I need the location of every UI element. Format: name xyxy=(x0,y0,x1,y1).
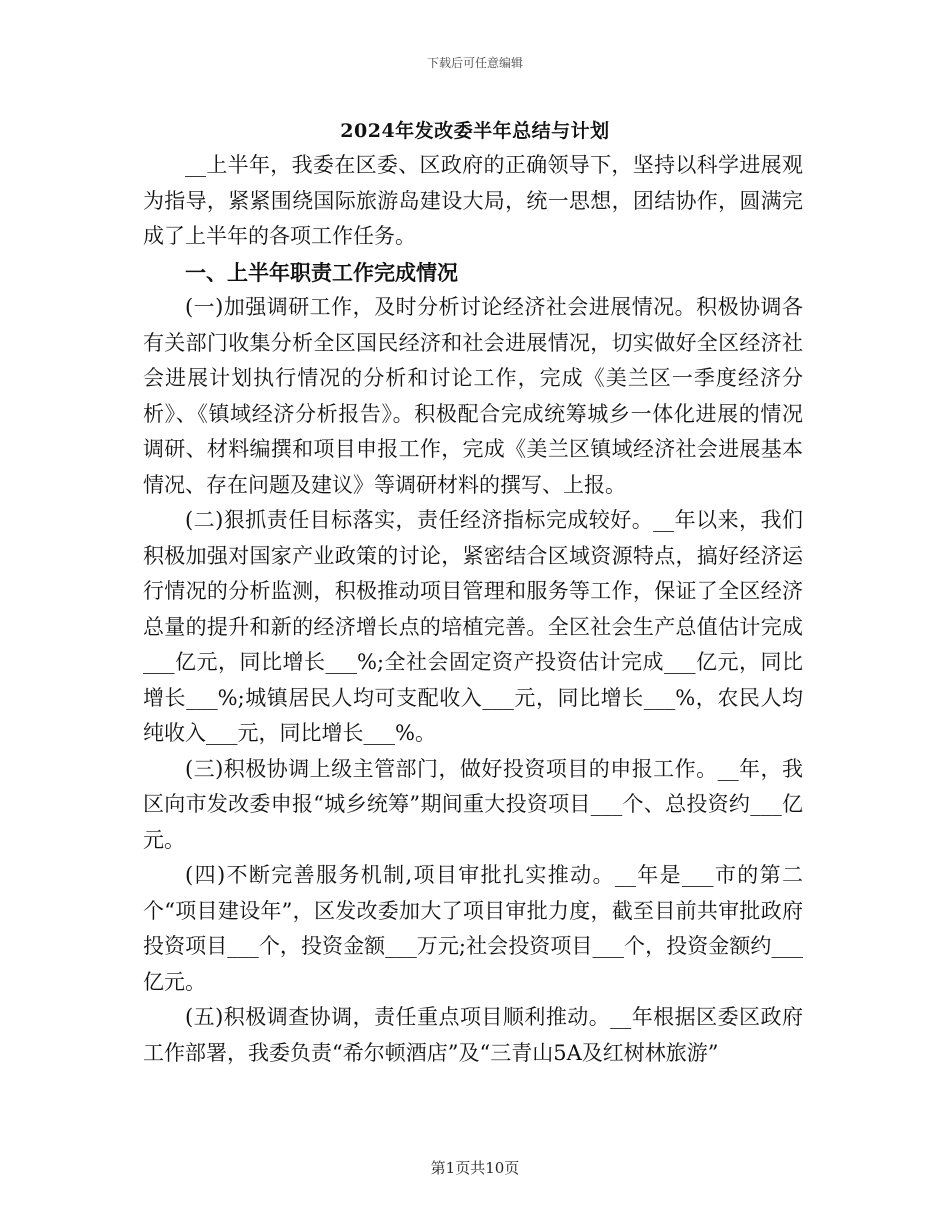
section-heading: 一、上半年职责工作完成情况 xyxy=(185,259,458,285)
page-number-footer: 第1页共10页 xyxy=(430,1159,520,1177)
paragraph-item-2: (二)狠抓责任目标落实，责任经济指标完成较好。__年以来，我们积极加强对国家产业政策的讨论，紧密结合区域资源特点，搞好经济运行情况的分析监测，积极推动项目管理和服务等工作，保证了全区经济总量的提升和新的经济增长点的培植完善。全区社会生产总值估计完成___亿元，同比增长___%;全社会固定资产投资估计完成___亿元，同比增长___%;城镇居民人均可支配收入___元，同比增长___%，农民人均纯收入___元，同比增长___%。 xyxy=(143,508,803,745)
page-header-note: 下载后可任意编辑 xyxy=(426,56,523,70)
paragraph-item-3: (三)积极协调上级主管部门，做好投资项目的申报工作。__年，我区向市发改委申报“城乡统筹”期间重大投资项目___个、总投资约___亿元。 xyxy=(143,756,803,852)
document-title: 2024年发改委半年总结与计划 xyxy=(340,120,610,142)
paragraph-item-1: (一)加强调研工作，及时分析讨论经济社会进展情况。积极协调各有关部门收集分析全区国民经济和社会进展情况，切实做好全区经济社会进展计划执行情况的分析和讨论工作，完成《美兰区一季度经济分析》、《镇域经济分析报告》。积极配合完成统筹城乡一体化进展的情况调研、材料编撰和项目申报工作，完成《美兰区镇域经济社会进展基本情况、存在问题及建议》等调研材料的撰写、上报。 xyxy=(143,295,803,497)
paragraph-item-4: (四)不断完善服务机制,项目审批扎实推动。__年是___市的第二个“项目建设年”，区发改委加大了项目审批力度，截至目前共审批政府投资项目___个，投资金额___万元;社会投资项目___个，投资金额约___亿元。 xyxy=(143,863,803,994)
paragraph-item-5: (五)积极调查协调，责任重点项目顺利推动。__年根据区委区政府工作部署，我委负责“希尔顿酒店”及“三青山5A及红树林旅游” xyxy=(143,1005,803,1065)
intro-paragraph: __上半年，我委在区委、区政府的正确领导下，坚持以科学进展观为指导，紧紧围绕国际旅游岛建设大局，统一思想，团结协作，圆满完成了上半年的各项工作任务。 xyxy=(143,153,803,248)
document-body xyxy=(143,148,803,1071)
